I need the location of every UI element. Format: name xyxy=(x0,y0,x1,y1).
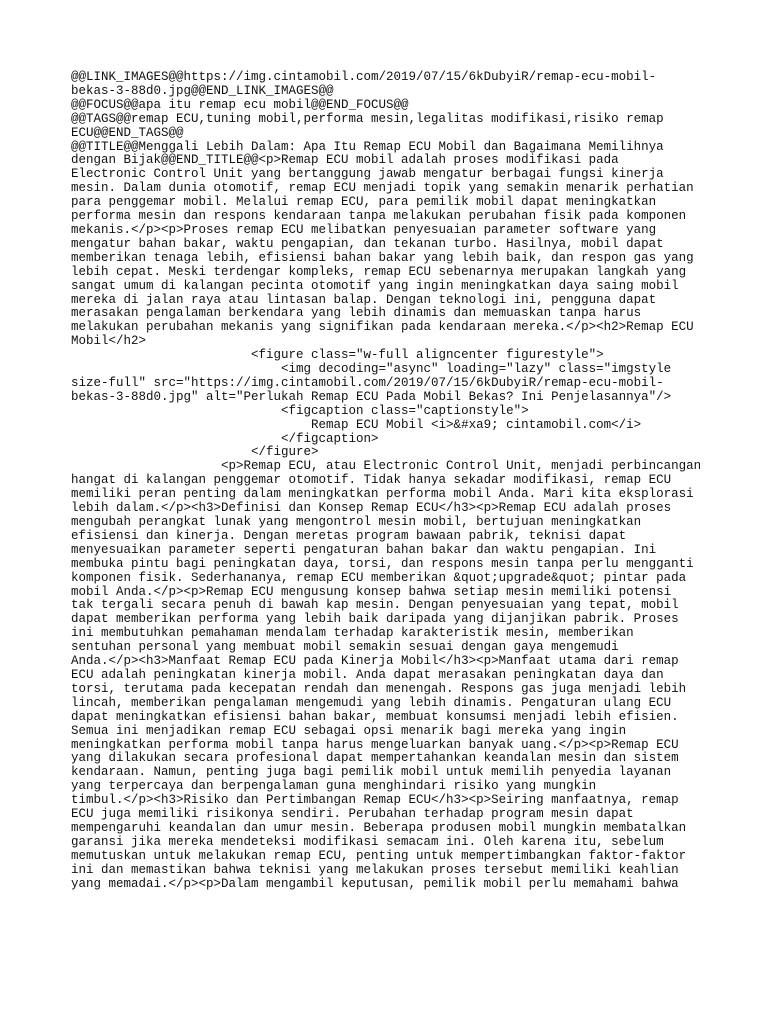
text-line: ECU@@END_TAGS@@ xyxy=(71,125,184,140)
text-line: Mobil</h2> xyxy=(71,334,147,349)
document-page xyxy=(71,71,711,891)
text-line: yang terpercaya dan berpengalaman guna menghindari risiko yang mungkin xyxy=(71,779,597,794)
text-line: menyesuaikan parameter seperti pengaturan bahan bakar dan waktu pengapian. Ini xyxy=(71,542,657,557)
raw-document-text xyxy=(71,71,711,891)
text-line: <p>Remap ECU, atau Electronic Control Unit, menjadi perbincangan xyxy=(71,459,702,474)
text-line: mengatur bahan bakar, waktu pengapian, dan tekanan turbo. Hasilnya, mobil dapat xyxy=(71,236,664,251)
text-line: mereka di jalan raya atau lintasan balap. Dengan teknologi ini, pengguna dapat xyxy=(71,292,657,307)
text-line: lincah, memberikan pengalaman mengemudi yang lebih dinamis. Pengaturan ulang ECU xyxy=(71,695,672,710)
text-line: Anda.</p><h3>Manfaat Remap ECU pada Kinerja Mobil</h3><p>Manfaat utama dari remap xyxy=(71,654,679,669)
text-line: dengan Bijak@@END_TITLE@@<p>Remap ECU mobil adalah proses modifikasi pada xyxy=(71,153,619,168)
text-line: mengubah perangkat lunak yang mengontrol mesin mobil, bertujuan meningkatkan xyxy=(71,515,642,529)
text-line: garansi jika mereka mendeteksi modifikasi semacam ini. Oleh karena itu, sebelum xyxy=(71,834,664,849)
text-line: dapat meningkatkan efisiensi bahan bakar, membuat konsumsi menjadi lebih efisien. xyxy=(71,709,679,724)
text-line: kendaraan. Namun, penting juga bagi pemilik mobil untuk memilih penyedia layanan xyxy=(71,765,672,780)
text-line: @@LINK_IMAGES@@https://img.cintamobil.com/2019/07/15/6kDubyiR/remap-ecu-mobil- xyxy=(71,70,657,84)
text-line: Electronic Control Unit yang bertanggung jawab mengatur berbagai fungsi kinerja xyxy=(71,167,664,182)
text-line: memutuskan untuk melakukan remap ECU, penting untuk mempertimbangkan faktor-faktor xyxy=(71,848,687,863)
text-line: mesin. Dalam dunia otomotif, remap ECU menjadi topik yang semakin menarik perhatian xyxy=(71,181,694,196)
text-line: meningkatkan performa mobil tanpa harus mengeluarkan banyak uang.</p><p>Remap ECU xyxy=(71,737,679,752)
text-line: yang dilakukan secara profesional dapat mempertahankan keandalan mesin dan sistem xyxy=(71,751,679,766)
text-line: komponen fisik. Sederhananya, remap ECU memberikan &quot;upgrade&quot; pintar pada xyxy=(71,570,687,585)
text-line: size-full" src="https://img.cintamobil.com/2019/07/15/6kDubyiR/remap-ecu-mobil- xyxy=(71,375,664,390)
text-line: mekanis.</p><p>Proses remap ECU melibatkan penyesuaian parameter software yang xyxy=(71,222,657,237)
text-line: mobil Anda.</p><p>Remap ECU mengusung konsep bahwa setiap mesin memiliki potensi xyxy=(71,584,672,599)
text-line: <img decoding="async" loading="lazy" class="imgstyle xyxy=(71,362,672,377)
text-line: performa mesin dan respons kendaraan tanpa melakukan perubahan fisik pada komponen xyxy=(71,209,687,224)
text-line: <figcaption class="captionstyle"> xyxy=(71,403,529,418)
text-line: </figcaption> xyxy=(71,431,379,446)
text-line: dapat memberikan performa yang lebih baik daripada yang dijanjikan pabrik. Proses xyxy=(71,612,679,627)
text-line: <figure class="w-full aligncenter figurestyle"> xyxy=(71,348,604,363)
text-line: @@TAGS@@remap ECU,tuning mobil,performa mesin,legalitas modifikasi,risiko remap xyxy=(71,111,664,126)
text-line: tak tergali secara penuh di bawah kap mesin. Dengan penyesuaian yang tepat, mobil xyxy=(71,598,679,613)
text-line: efisiensi dan kinerja. Dengan meretas program bawaan pabrik, teknisi dapat xyxy=(71,528,627,543)
text-line: mempengaruhi keandalan dan umur mesin. Beberapa produsen mobil mungkin membatalkan xyxy=(71,820,687,835)
text-line: timbul.</p><h3>Risiko dan Pertimbangan Remap ECU</h3><p>Seiring manfaatnya, remap xyxy=(71,793,679,808)
text-line: bekas-3-88d0.jpg" alt="Perlukah Remap ECU Pada Mobil Bekas? Ini Penjelasannya"/> xyxy=(71,389,672,404)
text-line: memiliki peran penting dalam meningkatkan performa mobil Anda. Mari kita eksplorasi xyxy=(71,487,694,502)
text-line: ini membutuhkan pemahaman mendalam terhadap karakteristik mesin, memberikan xyxy=(71,626,634,641)
text-line: torsi, terutama pada kecepatan rendah dan menengah. Respons gas juga menjadi lebih xyxy=(71,681,687,696)
text-line: membuka pintu bagi peningkatan daya, torsi, dan respons mesin tanpa perlu mengganti xyxy=(71,556,694,571)
text-line: @@TITLE@@Menggali Lebih Dalam: Apa Itu Remap ECU Mobil dan Bagaimana Memilihnya xyxy=(71,139,664,154)
text-line: ECU adalah peningkatan kinerja mobil. Anda dapat merasakan peningkatan daya dan xyxy=(71,667,664,682)
text-line: merasakan pengalaman berkendara yang lebih dinamis dan memuaskan tanpa harus xyxy=(71,306,642,321)
text-line: ECU juga memiliki risikonya sendiri. Perubahan terhadap program mesin dapat xyxy=(71,807,634,822)
text-line: para penggemar mobil. Melalui remap ECU, para pemilik mobil dapat meningkatkan xyxy=(71,195,657,210)
text-line: sentuhan personal yang membuat mobil semakin sesuai dengan gaya mengemudi xyxy=(71,640,619,655)
text-line: hangat di kalangan penggemar otomotif. Tidak hanya sekadar modifikasi, remap ECU xyxy=(71,473,672,488)
text-line: @@FOCUS@@apa itu remap ecu mobil@@END_FOCUS@@ xyxy=(71,97,409,112)
text-line: Remap ECU Mobil <i>&#xa9; cintamobil.com</i> xyxy=(71,417,642,432)
text-line: </figure> xyxy=(71,445,319,460)
text-line: lebih cepat. Meski terdengar kompleks, remap ECU sebenarnya merupakan langkah yang xyxy=(71,264,687,279)
text-line: ini dan memastikan bahwa teknisi yang melakukan proses tersebut memiliki keahlian xyxy=(71,862,679,877)
text-line: bekas-3-88d0.jpg@@END_LINK_IMAGES@@ xyxy=(71,83,334,98)
text-line: yang memadai.</p><p>Dalam mengambil keputusan, pemilik mobil perlu memahami bahwa xyxy=(71,876,679,891)
text-line: memberikan tenaga lebih, efisiensi bahan bakar yang lebih baik, dan respon gas yang xyxy=(71,250,694,265)
text-line: lebih dalam.</p><h3>Definisi dan Konsep Remap ECU</h3><p>Remap ECU adalah proses xyxy=(71,501,672,516)
text-line: Semua ini menjadikan remap ECU sebagai opsi menarik bagi mereka yang ingin xyxy=(71,723,627,738)
text-line: melakukan perubahan mekanis yang signifikan pada kendaraan mereka.</p><h2>Remap ECU xyxy=(71,320,694,335)
text-line: sangat umum di kalangan pecinta otomotif yang ingin meningkatkan daya saing mobil xyxy=(71,278,679,293)
